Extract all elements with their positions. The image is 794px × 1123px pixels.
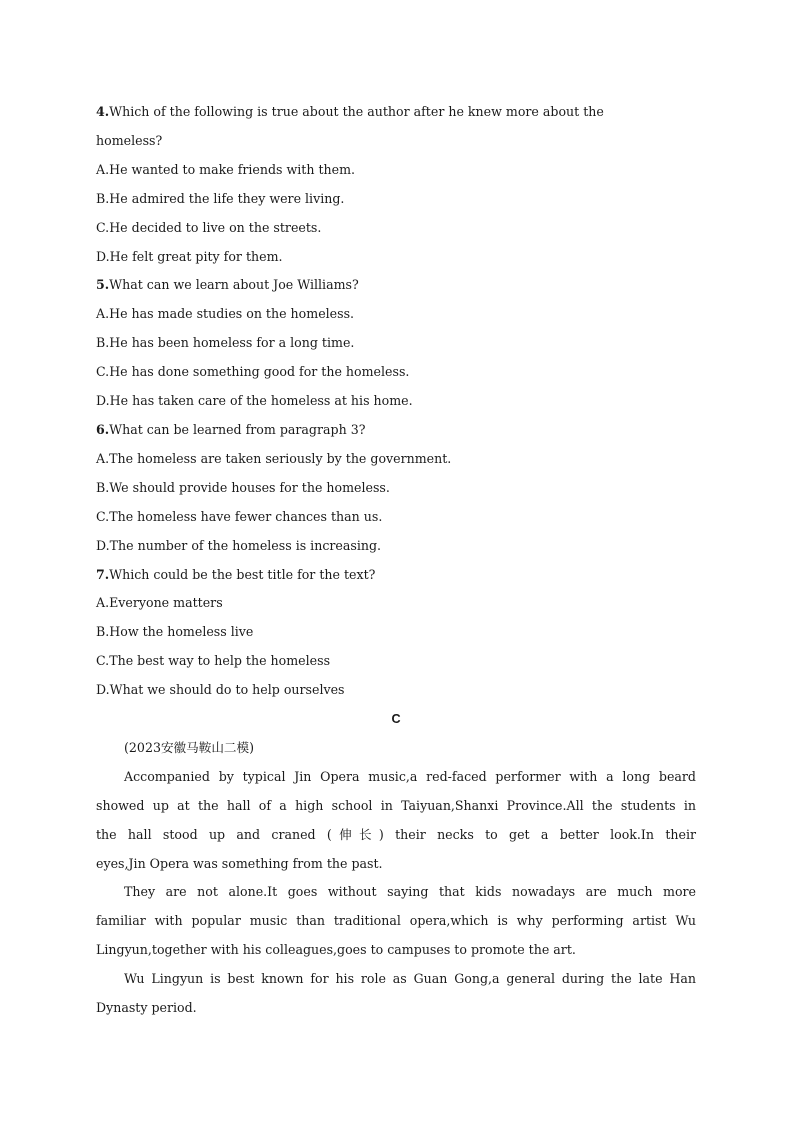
passage-line: familiar with popular music than traditional opera,which is why performing artist Wu: [96, 913, 696, 929]
passage-line: showed up at the hall of a high school in Taiyuan,Shanxi Province.All the students in: [96, 797, 696, 813]
option: A.The homeless are taken seriously by the government.: [96, 450, 452, 466]
document-page: [96, 98, 696, 1023]
question-4-stem: [96, 98, 696, 127]
passage-source: (2023安徽马鞍山二模): [124, 739, 255, 755]
option: B.He has been homeless for a long time.: [96, 335, 355, 351]
question-4-stem-continued: homeless?: [96, 132, 163, 148]
question-number: 7.: [96, 566, 110, 582]
question-number: 6.: [96, 421, 110, 437]
option: B.We should provide houses for the homeless.: [96, 479, 390, 495]
question-text: What can we learn about Joe Williams?: [109, 277, 359, 293]
option: B.He admired the life they were living.: [96, 190, 345, 206]
option: B.How the homeless live: [96, 624, 254, 640]
option: C.He decided to live on the streets.: [96, 219, 322, 235]
option: C.The homeless have fewer chances than us.: [96, 508, 383, 524]
option: D.What we should do to help ourselves: [96, 682, 345, 698]
passage-line: Wu Lingyun is best known for his role as Guan Gong,a general during the late Han: [124, 971, 696, 987]
passage-line: eyes,Jin Opera was something from the past.: [96, 855, 383, 871]
option: D.He has taken care of the homeless at his home.: [96, 393, 413, 409]
section-heading: C: [391, 712, 401, 727]
option: A.He has made studies on the homeless.: [96, 306, 355, 322]
passage-line: Lingyun,together with his colleagues,goes to campuses to promote the art.: [96, 942, 576, 958]
passage-line: They are not alone.It goes without saying that kids nowadays are much more: [124, 884, 696, 900]
question-6-stem: [96, 416, 696, 445]
option: A.Everyone matters: [96, 595, 223, 611]
option: A.He wanted to make friends with them.: [96, 161, 356, 177]
question-number: 4.: [96, 104, 110, 119]
passage-line: Dynasty period.: [96, 1000, 197, 1016]
option: D.The number of the homeless is increasing.: [96, 537, 382, 553]
question-number: 5.: [96, 277, 110, 293]
question-7-stem: [96, 561, 696, 590]
question-text: Which could be the best title for the text?: [109, 566, 376, 582]
question-text: Which of the following is true about the author after he knew more about the: [109, 104, 604, 119]
question-text: What can be learned from paragraph 3?: [109, 421, 366, 437]
passage-line: the hall stood up and craned (伸长) their necks to get a better look.In their: [96, 826, 696, 842]
question-5-stem: [96, 271, 696, 300]
option: D.He felt great pity for them.: [96, 248, 283, 264]
passage-line: Accompanied by typical Jin Opera music,a red-faced performer with a long beard: [124, 768, 696, 784]
option: C.The best way to help the homeless: [96, 653, 331, 669]
option: C.He has done something good for the homeless.: [96, 364, 410, 380]
